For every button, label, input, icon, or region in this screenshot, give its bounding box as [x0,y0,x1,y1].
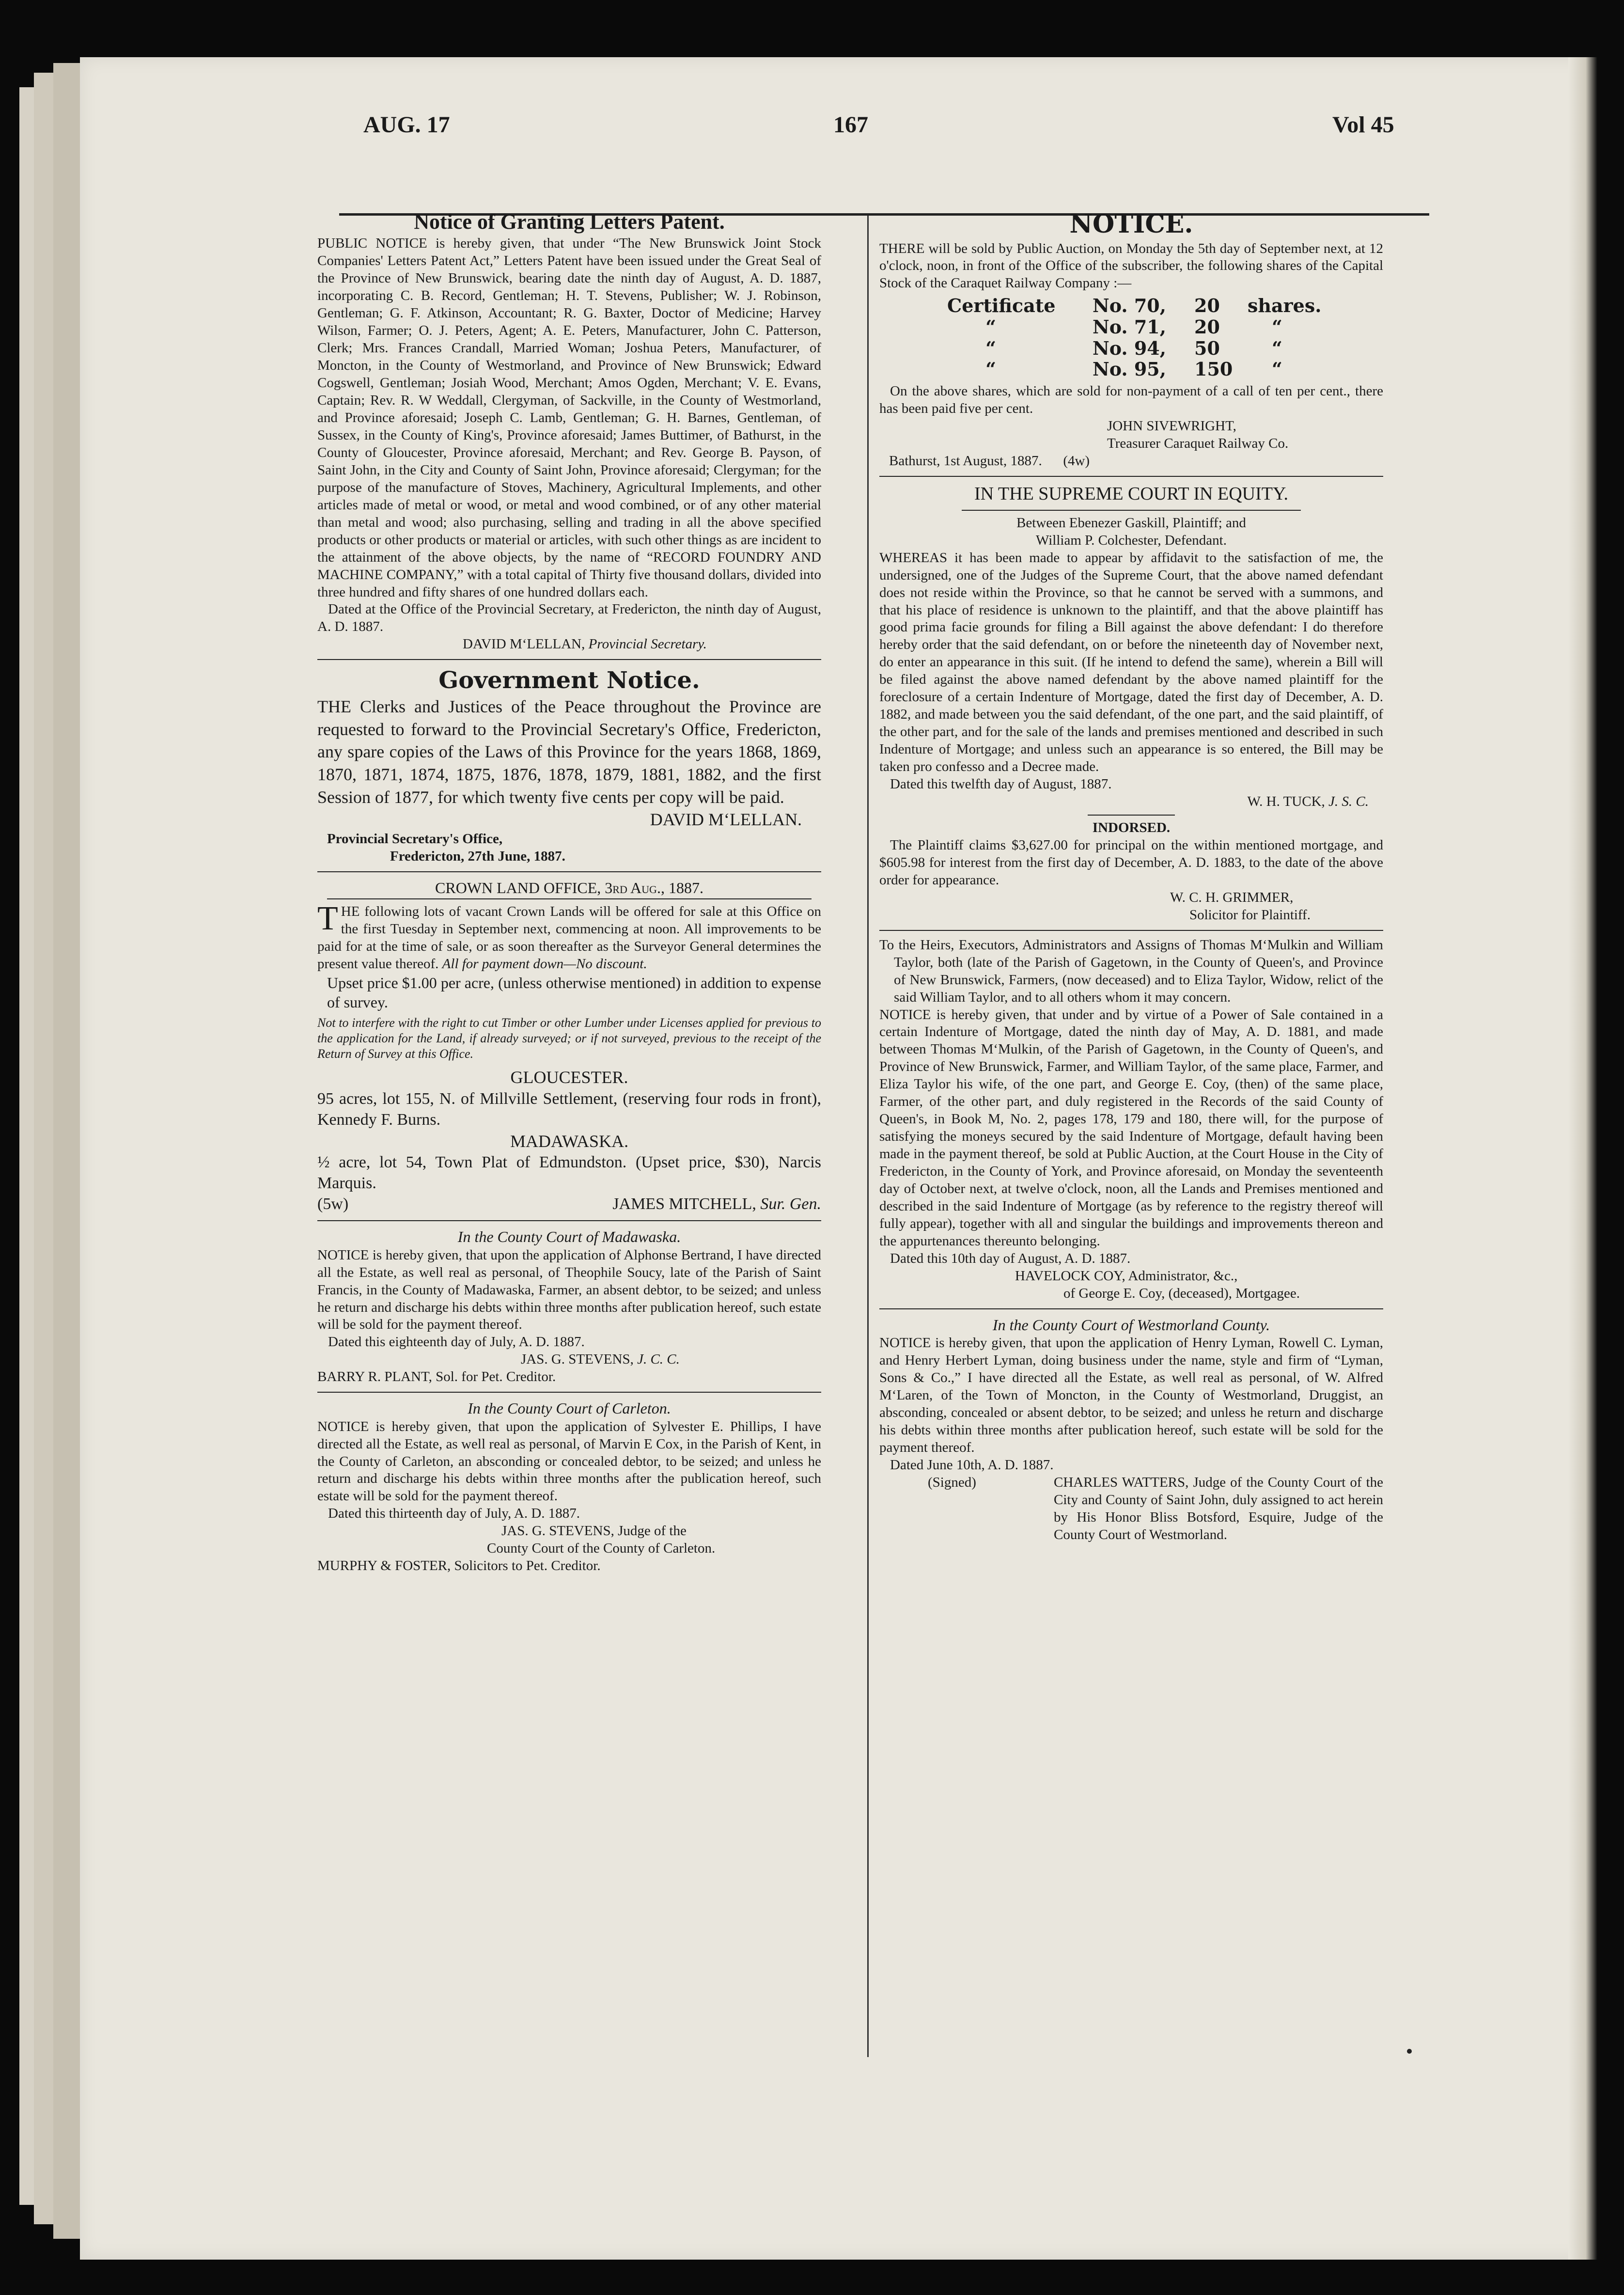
crown-signature [317,1194,821,1215]
cert-qty: 20 [1194,295,1220,317]
signature-text: CHARLES WATTERS, Judge of the County Court of the City and County of Saint John, duly assigned to act herein by His Honor Bliss Botsford, Esquire, Judge of the County Court of Westmorland. [1054,1474,1383,1542]
crown-body-italic: All for payment down—No discount. [442,956,647,972]
cert-qty: 150 [1194,358,1233,380]
patent-dated: Dated at the Office of the Provincial Secretary, at Fredericton, the ninth day of August, A. D. 1887. [317,601,821,635]
crown-upset: Upset price $1.00 per acre, (unless otherwise mentioned) in addition to expense of survey. [327,974,821,1011]
equity-indorsed: INDORSED. [1092,819,1171,835]
cert-lead: “ [985,316,996,338]
equity-dated: Dated this twelfth day of August, 1887. [890,776,1112,792]
crown-land-notice [317,878,821,1214]
signature-title: Provincial Secretary. [588,636,707,652]
signature-title: J. S. C. [1328,794,1369,810]
issue-date: AUG. 17 [363,112,450,138]
ink-speck [1407,2049,1412,2054]
crown-body-text: HE following lots of vacant Crown Lands will be offered for sale at this Office on the first Tuesday in September next, commencing at noon. All improvements to be paid for at the time of sale, or as soon thereafter as the Surveyor General determines the present value thereof. [317,904,821,972]
cert-unit: “ [1272,316,1282,338]
carleton-notice [317,1399,821,1575]
auction-after: On the above shares, which are sold for non-payment of a call of ten per cent., there has been paid five per cent. [879,383,1383,417]
divider [879,1308,1383,1309]
gov-body: THE Clerks and Justices of the Peace throughout the Province are requested to forward to the Provincial Secretary's Office, Fredericton, any spare copies of the Laws of this Province for the years 1868, 1869, 1870, 1871, 1874, 1875, 1876, 1878, 1879, 1881, 1882, and the first Session of 1877, for which twenty five cents per copy will be paid. [317,696,821,807]
page-header [271,111,1424,150]
crown-body [317,900,821,973]
divider [962,510,1301,511]
cert-unit: “ [1272,337,1282,359]
lot-madawaska: ½ acre, lot 54, Town Plat of Edmundston. (Upset price, $30), Narcis Marquis. [317,1153,821,1192]
westmorland-body: NOTICE is hereby given, that upon the application of Henry Lyman, Rowell C. Lyman, and Henry Herbert Lyman, doing business under the name, style and firm of “Lyman, Sons & Co.,” I have directed all the Estate, as well real as personal, of W. Alfred M‘Laren, of the Town of Moncton, in the County of Westmorland, Druggist, an absconding, concealed or absent debtor, to be seized; and unless he return and discharge his debts within three months after publication hereof, such estate will be sold for the payment thereof. [879,1335,1383,1455]
crown-caveat: Not to interfere with the right to cut Timber or other Lumber under Licenses applied for previous to the application for the Land, if already surveyed; or if not surveyed, previous to the receipt of the Return of Survey at this Office. [317,1015,821,1061]
cert-number: No. 94, [1093,337,1166,359]
madawaska-signature [317,1351,821,1368]
divider [317,871,821,872]
gov-signature: DAVID M‘LELLAN. [650,809,802,829]
carleton-title: In the County Court of Carleton. [468,1399,671,1417]
equity-body: WHEREAS it has been made to appear by affidavit to the satisfaction of me, the undersigned, one of the Judges of the Supreme Court, that the above named defendant does not reside within the Province, so that he cannot be served with a summons, and that his place of residence is unknown to the plaintiff, and that the above plaintiff has good prima facie grounds for filing a Bill against the above defendant: I do therefore hereby order that the said defendant, on or before the nineteenth day of November next, do enter an appearance in this suit. (If he intend to defend the same), wherein a Bill will be filed against the above named defendant by the above named plaintiff for the foreclosure of a certain Indenture of Mortgage, dated the first day of December, A. D. 1882, and made between you the said defendant, of the one part, and the said plaintiff, of the other part, and for the sale of the lands and premises mentioned and described in such Indenture of Mortgage; and unless such an appearance is so entered, the Bill may be taken pro confesso and a Decree made. [879,550,1383,775]
certificate-row [947,316,1383,338]
madawaska-dated: Dated this eighteenth day of July, A. D. 1887. [328,1334,585,1350]
government-notice [317,666,821,865]
insertion-code: (4w) [1063,453,1090,469]
cert-unit: “ [1272,358,1282,380]
right-column [879,208,1383,1543]
page-edge-shadow [1568,57,1597,2260]
certificate-row [947,359,1383,380]
gov-place-date: Fredericton, 27th June, 1887. [390,849,565,865]
heirs-dated: Dated this 10th day of August, A. D. 1887. [890,1250,1131,1266]
heirs-address: To the Heirs, Executors, Administrators and Assigns of Thomas M‘Mulkin and William Taylor, both (late of the Parish of Gagetown, in the County of Queen's, and Province of New Brunswick, Farmers, (now deceased) and to Eliza Taylor, Widow, relict of the said William Taylor, and to all others whom it may concern. [879,937,1383,1005]
divider [317,1220,821,1221]
equity-parties-2: William P. Colchester, Defendant. [1036,532,1227,548]
westmorland-dated: Dated June 10th, A. D. 1887. [890,1457,1054,1473]
equity-signature [879,793,1383,811]
cert-unit: shares. [1248,295,1322,317]
gov-title: Government Notice. [438,667,700,694]
equity-parties-1: Between Ebenezer Gaskill, Plaintiff; and [1016,515,1246,531]
equity-title: IN THE SUPREME COURT IN EQUITY. [974,483,1288,504]
carleton-body: NOTICE is hereby given, that upon the application of Sylvester E. Phillips, I have directed all the Estate, as well real as personal, of Marvin E Cox, in the Parish of Kent, in the County of Carleton, an absconding or concealed debtor, to be seized; and unless he return and discharge his debts within three months after the publication hereof, such estate will be sold for the payment thereof. [317,1418,821,1504]
patent-body: PUBLIC NOTICE is hereby given, that under “The New Brunswick Joint Stock Companies' Letters Patent Act,” Letters Patent have been issued under the Great Seal of the Province of New Brunswick, bearing date the ninth day of August, A. D. 1887, incorporating C. B. Record, Gentleman; H. T. Stevens, Publisher; W. J. Robinson, Gentleman; G. F. Atkinson, Accountant; R. G. Baxter, Doctor of Medicine; Harvey Wilson, Farmer; O. J. Peters, Agent; A. E. Peters, Manufacturer, John C. Patterson, Clerk; Mrs. Frances Crandall, Married Woman; Joshua Peters, Manufacturer, of Moncton, in the County of Westmorland, and Province of New Brunswick; Edward Cogswell, Gentleman; Josiah Wood, Merchant; Amos Ogden, Merchant; V. E. Evans, Captain; Rev. R. W Weddall, Clergyman, of Sackville, in the County of Westmorland, and Province aforesaid; Joseph C. Lamb, Gentleman; G. H. Barnes, Gentleman, of Sussex, in the County of King's, Province aforesaid; James Buttimer, of Bathurst, in the County of Gloucester, Province aforesaid, Merchant; and Rev. George B. Payson, of Saint John, in the City and County of Saint John, Province aforesaid; Clergyman; for the purpose of the manufacture of Stoves, Machinery, Agricultural Implements, and other articles made of metal or wood, or metal and wood combined, or of any other material than metal and wood; also purchasing, selling and trading in all the above specified products or other products or material or articles, with such other things as are incident to the attainment of the above objects, by the name of “RECORD FOUNDRY AND MACHINE COMPANY,” with a total capital of Thirty five thousand dollars, divided into three hundred and fifty shares of one hundred dollars each. [317,236,821,600]
divider [879,476,1383,477]
crown-title: CROWN LAND OFFICE, 3rd Aug., 1887. [435,879,703,897]
carleton-solicitor: MURPHY & FOSTER, Solicitors to Pet. Creditor. [317,1558,601,1574]
auction-place [879,453,1383,470]
cert-lead: “ [985,337,996,359]
madawaska-title: In the County Court of Madawaska. [457,1228,681,1246]
lot-gloucester: 95 acres, lot 155, N. of Millville Settlement, (reserving four rods in front), Kennedy F. Burns. [317,1089,821,1129]
insertion-code: (5w) [317,1195,349,1213]
heirs-body: NOTICE is hereby given, that under and by virtue of a Power of Sale contained in a certain Indenture of Mortgage, dated the ninth day of May, A. D. 1881, and made between Thomas M‘Mulkin, of the Parish of Gagetown, in the County of Queen's, and Province of New Brunswick, Farmer, and William Taylor, of the same place, Farmer, and Eliza Taylor his wife, of the one part, and George E. Coy, (then) of the same place, Farmer, of the other part, and duly registered in the Records of the said County of Queen's, in Book M, No. 2, pages 178, 179 and 180, there will, for the purpose of satisfying the moneys secured by the said Indenture of Mortgage, default having been made in the payment thereof, be sold at Public Auction, at the Court House in the City of Fredericton, in the County of York, and Province aforesaid, on Monday the seventeenth day of October next, at twelve o'clock, noon, all the Lands and Premises mentioned and described in the said Indenture of Mortgage (as by reference to the registry thereof will fully appear), together with all and singular the buildings and improvements thereon and the appurtenances thereunto belonging. [879,1006,1383,1249]
westmorland-title: In the County Court of Westmorland County. [992,1316,1270,1334]
county-gloucester: GLOUCESTER. [510,1068,628,1087]
cert-number: No. 95, [1093,358,1166,380]
carleton-signature-2: County Court of the County of Carleton. [487,1540,716,1556]
auction-signature-title: Treasurer Caraquet Railway Co. [1107,435,1289,451]
cert-lead: Certificate [947,295,1056,317]
certificate-list [947,295,1383,380]
drop-cap: T [317,900,338,938]
divider [317,1392,821,1393]
signature-name: W. H. TUCK, [1247,794,1325,810]
patent-title: Notice of Granting Letters Patent. [414,210,725,234]
certificate-row [947,338,1383,359]
equity-solicitor: W. C. H. GRIMMER, [1170,889,1294,905]
cert-number: No. 71, [1093,316,1166,338]
signature-name: JAS. G. STEVENS, [521,1352,634,1368]
cert-number: No. 70, [1093,295,1166,317]
divider [1088,815,1175,816]
page-number: 167 [833,112,868,138]
auction-title: NOTICE. [1069,209,1193,239]
signature-title: Sur. Gen. [760,1195,821,1213]
madawaska-notice [317,1227,821,1386]
column-divider [867,216,869,2057]
auction-signature: JOHN SIVEWRIGHT, [1107,418,1236,434]
patent-signature [317,636,821,653]
volume-number: Vol 45 [1332,112,1394,138]
westmorland-signature [879,1474,1383,1544]
signed-label: (Signed) [928,1474,976,1490]
certificate-row [947,295,1383,316]
left-column [317,208,821,1575]
madawaska-solicitor: BARRY R. PLANT, Sol. for Pet. Creditor. [317,1369,556,1385]
cert-qty: 20 [1194,316,1220,338]
divider [317,659,821,660]
carleton-dated: Dated this thirteenth day of July, A. D. 1887. [328,1506,580,1522]
westmorland-notice [879,1315,1383,1544]
equity-notice [879,483,1383,924]
signature-name: DAVID M‘LELLAN, [463,636,585,652]
signature-title: J. C. C. [637,1352,680,1368]
divider [327,898,812,899]
heirs-signature-2: of George E. Coy, (deceased), Mortgagee. [1063,1285,1300,1301]
equity-claim: The Plaintiff claims $3,627.00 for principal on the within mentioned mortgage, and $605.98 for interest from the first day of December, A. D. 1883, to the date of the above order for appearance. [879,837,1383,888]
signature-name: JAMES MITCHELL, [612,1195,756,1213]
cert-lead: “ [985,358,996,380]
heirs-signature-1: HAVELOCK COY, Administrator, &c., [1015,1268,1238,1284]
equity-solicitor-title: Solicitor for Plaintiff. [1189,907,1311,923]
auction-body: THERE will be sold by Public Auction, on Monday the 5th day of September next, at 12 o'clock, noon, in front of the Office of the subscriber, the following shares of the Capital Stock of the Caraquet Railway Company :— [879,240,1383,291]
gov-office: Provincial Secretary's Office, [327,831,503,847]
patent-notice [317,208,821,653]
place-date: Bathurst, 1st August, 1887. [889,453,1042,469]
auction-notice [879,208,1383,470]
cert-qty: 50 [1194,337,1220,359]
madawaska-body: NOTICE is hereby given, that upon the application of Alphonse Bertrand, I have directed all the Estate, as well real as personal, of Theophile Soucy, late of the Parish of Saint Francis, in the County of Madawaska, Farmer, an absent debtor, to be seized; and unless he return and discharge his debts within three months after publication hereof, such estate will be sold for the payment thereof. [317,1247,821,1333]
divider [879,930,1383,931]
mortgage-sale-notice [879,937,1383,1303]
county-madawaska: MADAWASKA. [510,1131,629,1151]
carleton-signature-1: JAS. G. STEVENS, Judge of the [501,1523,687,1539]
